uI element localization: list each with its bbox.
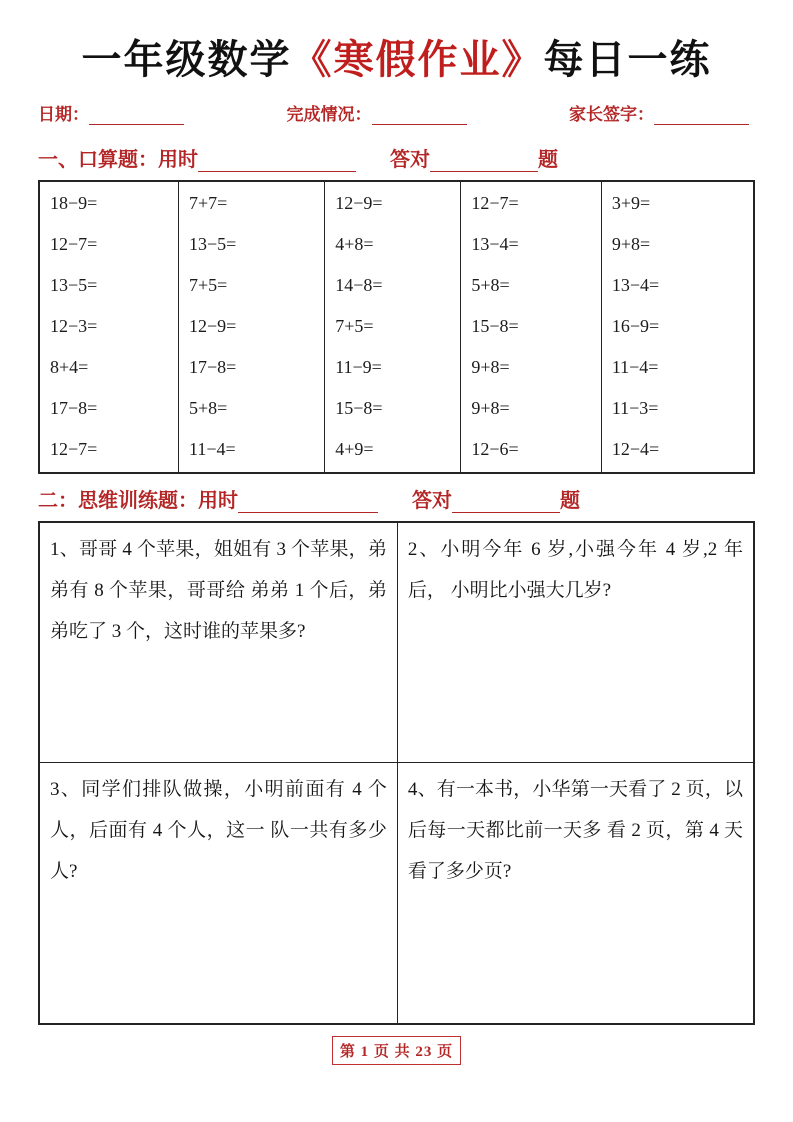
oral-column-3 [325,182,461,472]
oral-column-1 [40,182,179,472]
word-problem-2: 2、小明今年 6 岁,小强今年 4 岁,2 年后， 小明比小强大几岁? [398,523,753,763]
section-thinking-label: 二：思维训练题：用时 [38,490,238,512]
oral-problem: 5+8= [189,398,228,418]
section-thinking-answered-label: 答对 [412,490,452,512]
oral-problem: 5+8= [471,275,510,295]
info-line [38,100,755,125]
oral-problem: 9+8= [471,357,510,377]
date-label: 日期： [38,105,89,124]
completion-label: 完成情况： [286,105,372,124]
signature-label: 家长签字： [569,105,654,124]
oral-problem: 12−3= [50,316,98,336]
oral-column-2 [179,182,325,472]
oral-problem: 8+4= [50,357,89,377]
section-thinking-heading [38,484,755,513]
thinking-answered-blank-line [452,489,560,513]
oral-problem: 12−7= [471,193,519,213]
oral-problem: 11−4= [189,439,236,459]
oral-problem: 7+5= [189,275,228,295]
oral-time-blank-line [198,148,356,172]
word-problem-1: 1、哥哥 4 个苹果，姐姐有 3 个苹果，弟弟有 8 个苹果，哥哥给 弟弟 1 个后，弟弟吃了 3 个，这时谁的苹果多? [40,523,398,763]
oral-problem: 12−9= [335,193,383,213]
oral-problem: 11−4= [611,357,659,377]
section-oral-answered-label: 答对 [390,149,430,171]
oral-problem: 15−8= [335,398,383,418]
oral-problem: 12−9= [189,316,237,336]
oral-problem: 11−9= [335,357,382,377]
oral-column-5 [602,182,753,472]
section-oral-heading [38,143,755,172]
oral-problem: 12−4= [611,439,660,459]
oral-problem: 11−3= [611,398,659,418]
oral-problem: 14−8= [335,275,383,295]
oral-problem: 7+7= [189,193,228,213]
title-left: 一年级数学 [81,37,292,82]
signature-field [569,100,749,125]
oral-problem: 16−9= [611,316,660,336]
title-accent: 《寒假作业》 [291,37,544,82]
title-right: 每日一练 [543,37,712,82]
oral-problem: 17−8= [50,398,98,418]
completion-field [287,100,467,125]
oral-problem: 15−8= [471,316,519,336]
oral-problems-table [38,180,755,474]
oral-problem: 13−4= [471,234,519,254]
oral-problem: 12−7= [50,234,98,254]
word-problems-table [38,521,755,1025]
section-oral-unit-label: 题 [538,149,558,171]
page-title [38,34,755,86]
oral-problem: 3+9= [611,193,651,213]
date-field [38,100,184,125]
page-footer [38,1036,755,1065]
oral-column-4 [461,182,601,472]
oral-problem: 7+5= [335,316,374,336]
oral-problem: 17−8= [189,357,237,377]
oral-problem: 4+9= [335,439,374,459]
thinking-time-blank-line [238,489,378,513]
oral-problem: 12−6= [471,439,519,459]
word-problem-3: 3、同学们排队做操，小明前面有 4 个人，后面有 4 个人，这一 队一共有多少人? [40,763,398,1023]
oral-problem: 9+8= [611,234,651,254]
oral-problem: 13−4= [611,275,660,295]
date-blank-line [89,105,184,125]
oral-problem: 13−5= [50,275,98,295]
word-problem-4: 4、有一本书，小华第一天看了 2 页，以后每一天都比前一天多 看 2 页，第 4 天看了多少页? [407,779,743,882]
signature-blank-line [654,105,749,125]
completion-blank-line [372,105,467,125]
oral-answered-blank-line [430,148,538,172]
section-oral-label: 一、口算题：用时 [38,149,198,171]
section-thinking-unit-label: 题 [560,490,580,512]
oral-problem: 18−9= [50,193,98,213]
page-number-badge: 第 1 页 共 23 页 [332,1036,461,1065]
oral-problem: 12−7= [50,439,98,459]
oral-problem: 4+8= [335,234,374,254]
oral-problem: 9+8= [471,398,510,418]
oral-problem: 13−5= [189,234,237,254]
